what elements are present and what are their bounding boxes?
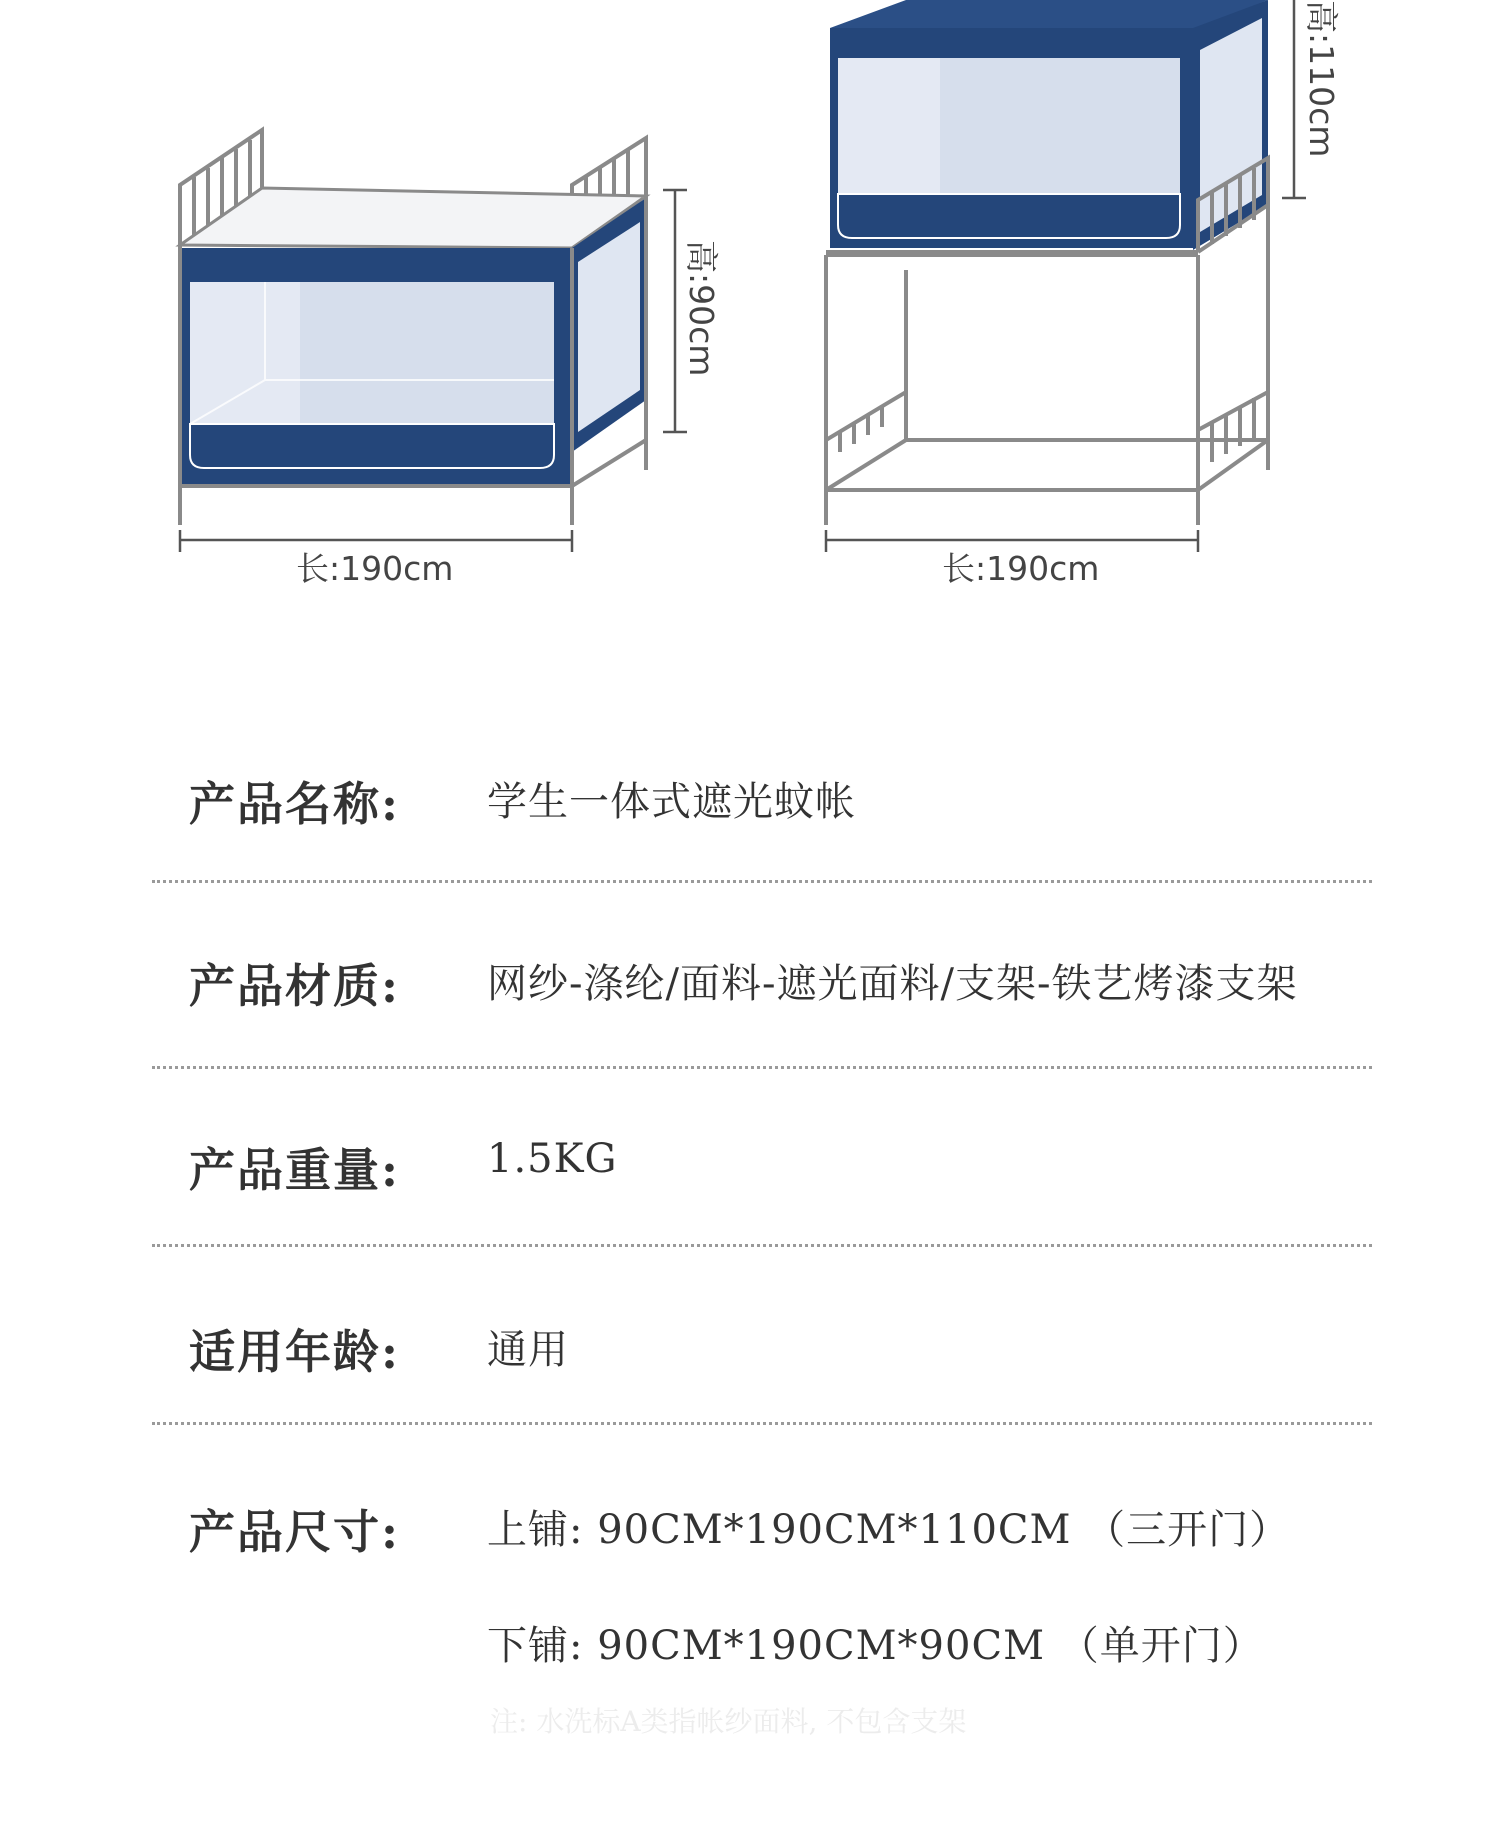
divider: [152, 1244, 1372, 1247]
size-label: 产品尺寸:: [189, 1505, 400, 1559]
note-text: 注: 水洗标A类指帐纱面料, 不包含支架: [490, 1705, 967, 1738]
age-label: 适用年龄:: [189, 1325, 400, 1379]
product-diagram: [0, 0, 1500, 620]
upper-length-label: 长:190cm: [942, 549, 1100, 588]
material-value: 网纱-涤纶/面料-遮光面料/支架-铁艺烤漆支架: [487, 961, 1298, 1007]
divider: [152, 880, 1372, 883]
material-label: 产品材质:: [189, 959, 400, 1013]
name-label: 产品名称:: [189, 777, 400, 831]
lower-bunk-illustration: [180, 130, 721, 588]
lower-length-label: 长:190cm: [296, 549, 454, 588]
upper-bunk-illustration: [826, 0, 1341, 588]
divider: [152, 1066, 1372, 1069]
divider: [152, 1422, 1372, 1425]
age-value: 通用: [487, 1327, 569, 1373]
size-upper-value: 上铺: 90CM*190CM*110CM （三开门）: [487, 1507, 1291, 1553]
upper-height-label: 高:110cm: [1302, 0, 1341, 158]
name-value: 学生一体式遮光蚊帐: [487, 779, 856, 825]
size-lower-value: 下铺: 90CM*190CM*90CM （单开门）: [487, 1623, 1264, 1669]
weight-label: 产品重量:: [189, 1143, 400, 1197]
weight-value: 1.5KG: [487, 1136, 618, 1182]
lower-height-label: 高:90cm: [682, 240, 721, 377]
